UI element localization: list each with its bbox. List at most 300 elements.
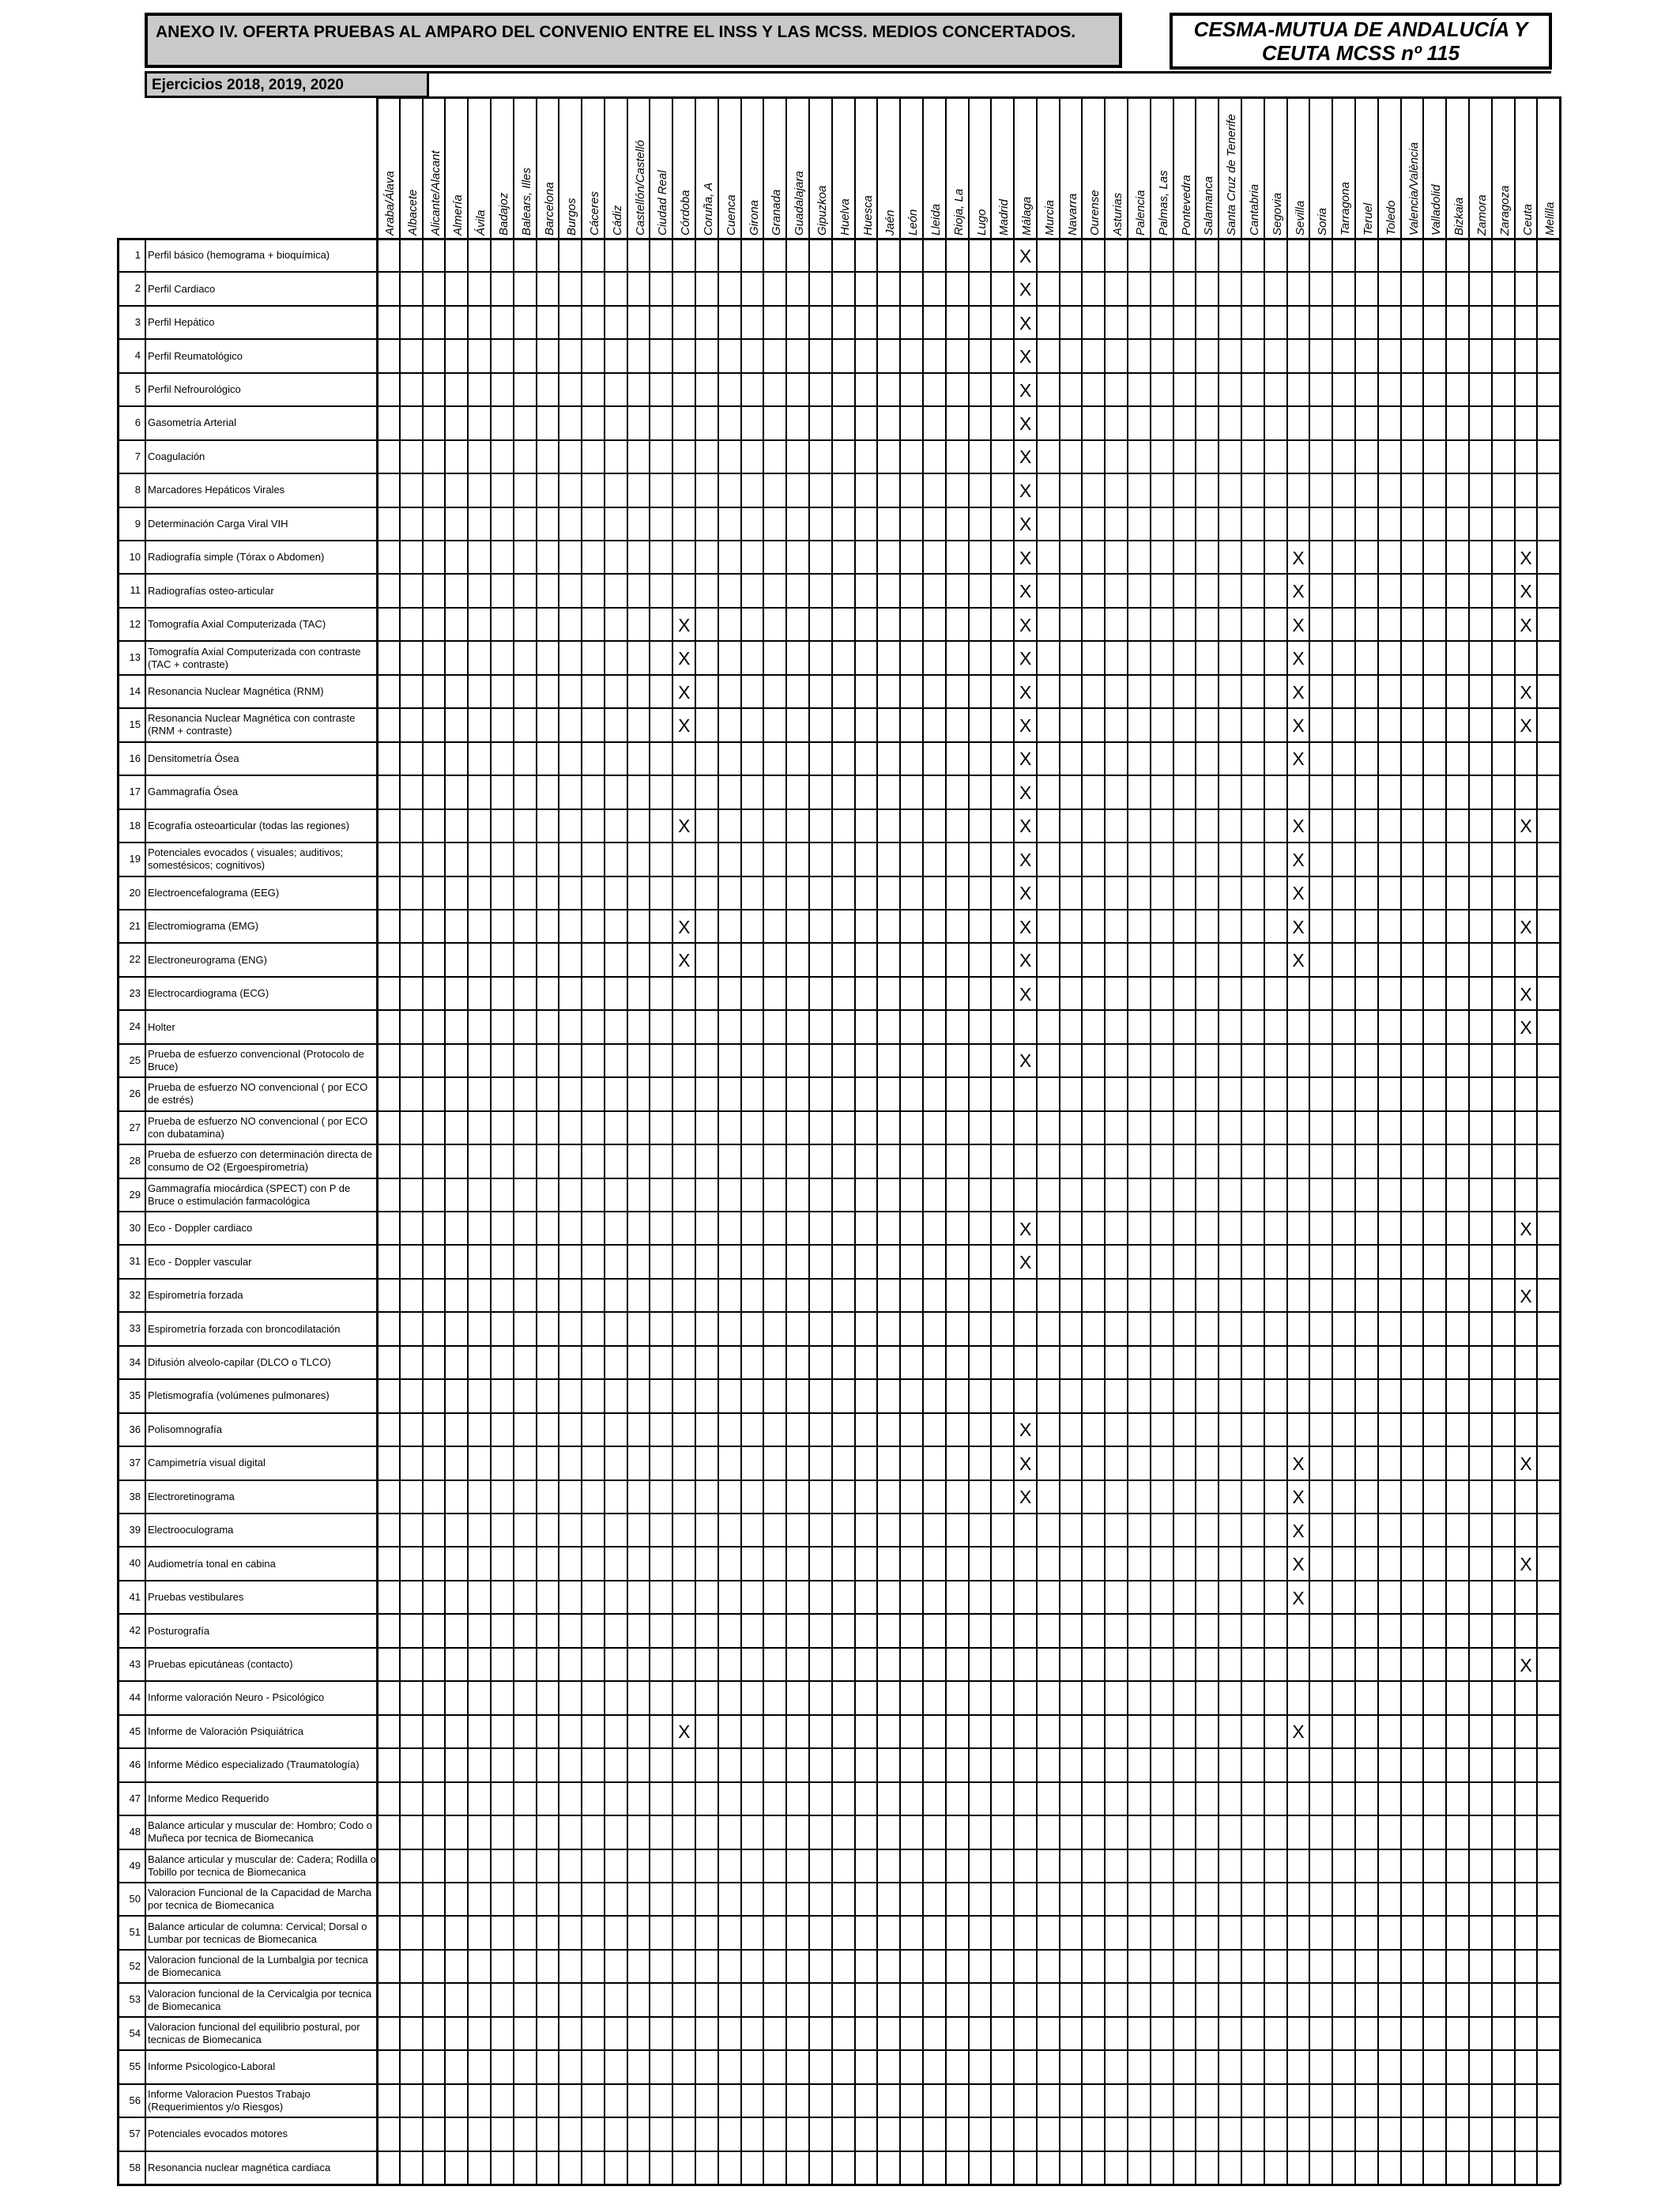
- province-label: Lugo: [974, 209, 989, 236]
- column-header: [1196, 96, 1218, 239]
- row-number: 23: [129, 986, 141, 999]
- column-header: [1401, 96, 1423, 239]
- offer-mark: X: [678, 614, 691, 635]
- test-label: [148, 809, 377, 843]
- row-number: 46: [129, 1759, 141, 1771]
- offer-mark: X: [1019, 346, 1032, 368]
- province-label: Teruel: [1361, 202, 1375, 236]
- offer-mark: X: [1019, 614, 1032, 635]
- column-header: [423, 96, 445, 239]
- test-name: Perfil Hepático: [148, 316, 215, 329]
- test-name: Prueba de esfuerzo NO convencional ( por ECO de estrés): [148, 1081, 368, 1106]
- test-label: [148, 507, 377, 541]
- offer-mark: X: [1019, 782, 1032, 803]
- grid-line: [695, 96, 696, 2185]
- row-number: 29: [129, 1188, 141, 1201]
- test-name: Informe valoración Neuro - Psicológico: [148, 1691, 325, 1704]
- province-label: Tarragona: [1339, 182, 1353, 236]
- offer-mark: X: [1520, 1218, 1532, 1239]
- row-number: 54: [129, 2026, 141, 2039]
- grid-line: [1195, 96, 1196, 2185]
- province-label: Albacete: [405, 189, 420, 236]
- test-name: Resonancia Nuclear Magnética (RNM): [148, 685, 324, 698]
- column-header: [1309, 96, 1332, 239]
- column-header: [491, 96, 513, 239]
- row-number: 19: [129, 853, 141, 865]
- column-header: [1219, 96, 1241, 239]
- test-label: [148, 2151, 377, 2185]
- province-label: Murcia: [1042, 199, 1057, 236]
- test-label: [148, 675, 377, 708]
- grid-line: [513, 96, 514, 2185]
- test-label: [148, 239, 377, 272]
- column-header: [537, 96, 559, 239]
- column-header: [1423, 96, 1445, 239]
- column-header: [969, 96, 991, 239]
- grid-line: [444, 96, 446, 2185]
- column-header: [718, 96, 740, 239]
- offer-mark: X: [1292, 681, 1305, 703]
- grid-line: [1491, 96, 1493, 2185]
- test-label: [148, 775, 377, 809]
- offer-mark: X: [1019, 816, 1032, 837]
- province-label: Cádiz: [610, 205, 624, 236]
- test-name: Potenciales evocados motores: [148, 2128, 288, 2140]
- row-number: 2: [134, 282, 141, 295]
- column-header: [377, 96, 399, 239]
- test-label: [148, 943, 377, 976]
- province-label: Castellón/Castelló: [633, 140, 647, 236]
- row-number: 16: [129, 752, 141, 764]
- province-label: Córdoba: [679, 190, 693, 236]
- offer-mark: X: [678, 1721, 691, 1743]
- province-label: Girona: [747, 199, 761, 236]
- offer-mark: X: [1292, 849, 1305, 870]
- test-name: Valoracion Funcional de la Capacidad de Marcha por tecnica de Biomecanica: [148, 1887, 372, 1912]
- test-label: [148, 910, 377, 943]
- test-name: Marcadores Hepáticos Virales: [148, 484, 285, 496]
- grid-line: [785, 96, 787, 2185]
- province-label: Araba/Álava: [383, 171, 397, 236]
- grid-line: [649, 96, 650, 2185]
- offer-mark: X: [1019, 849, 1032, 870]
- grid-line: [763, 96, 764, 2185]
- test-name: Balance articular y muscular de: Cadera; Rodilla o Tobillo por tecnica de Biomecanica: [148, 1853, 377, 1878]
- offer-mark: X: [1019, 1453, 1032, 1474]
- row-number: 4: [134, 349, 141, 362]
- test-label: [148, 1346, 377, 1379]
- test-name: Electromiograma (EMG): [148, 920, 259, 933]
- test-label: [148, 1815, 377, 1849]
- test-name: Perfil Cardiaco: [148, 282, 216, 295]
- test-label: [148, 1178, 377, 1212]
- row-number: 24: [129, 1020, 141, 1033]
- offer-mark: X: [1019, 379, 1032, 401]
- test-name: Polisomnografía: [148, 1423, 222, 1435]
- province-label: Soria: [1316, 207, 1330, 236]
- row-number: 55: [129, 2060, 141, 2073]
- province-label: Rioja, La: [951, 188, 966, 236]
- offer-mark: X: [1019, 480, 1032, 501]
- grid-line: [467, 96, 469, 2185]
- province-label: Valladolid: [1430, 184, 1444, 236]
- test-name: Gammagrafía miocárdica (SPECT) con P de Bruce o estimulación farmacológica: [148, 1182, 351, 1207]
- row-number: 17: [129, 786, 141, 798]
- row-number: 42: [129, 1624, 141, 1637]
- test-name: Eco - Doppler vascular: [148, 1255, 252, 1268]
- column-header: [672, 96, 695, 239]
- test-label: [148, 1748, 377, 1781]
- row-number: 14: [129, 684, 141, 697]
- test-name: Electroretinograma: [148, 1490, 235, 1502]
- grid-line: [1400, 96, 1402, 2185]
- column-header: [1151, 96, 1173, 239]
- row-number: 10: [129, 551, 141, 564]
- province-label: Ciudad Real: [656, 170, 670, 236]
- row-number: 40: [129, 1557, 141, 1570]
- test-name: Resonancia nuclear magnética cardiaca: [148, 2161, 331, 2173]
- offer-mark: X: [1520, 681, 1532, 703]
- test-name: Prueba de esfuerzo convencional (Protocolo de Bruce): [148, 1047, 364, 1072]
- test-label: [148, 1245, 377, 1278]
- offer-mark: X: [1019, 681, 1032, 703]
- offer-mark: X: [1292, 648, 1305, 669]
- province-label: Santa Cruz de Tenerife: [1225, 114, 1239, 236]
- test-label: [148, 473, 377, 507]
- column-header: [832, 96, 854, 239]
- province-label: Cuenca: [724, 194, 738, 236]
- province-label: Jaén: [883, 209, 898, 236]
- row-number: 53: [129, 1993, 141, 2006]
- province-label: Cantabria: [1248, 183, 1262, 236]
- grid-line: [1445, 96, 1447, 2185]
- grid-line: [1264, 96, 1265, 2185]
- row-number: 37: [129, 1457, 141, 1469]
- test-label: [148, 373, 377, 406]
- test-name: Holter: [148, 1020, 175, 1033]
- grid-line: [1127, 96, 1128, 2185]
- column-header: [877, 96, 899, 239]
- test-label: [148, 574, 377, 607]
- province-label: Lleida: [929, 203, 943, 236]
- offer-mark: X: [1292, 1587, 1305, 1608]
- test-name: Espirometría forzada: [148, 1289, 243, 1302]
- offer-mark: X: [1520, 1285, 1532, 1306]
- mutua-name: CESMA-MUTUA DE ANDALUCÍA Y CEUTA MCSS nº 115: [1170, 13, 1552, 70]
- province-label: Ávila: [474, 209, 488, 236]
- test-label: [148, 306, 377, 339]
- column-header: [445, 96, 467, 239]
- column-header: [582, 96, 604, 239]
- test-name: Espirometría forzada con broncodilatación: [148, 1322, 341, 1335]
- column-header: [1060, 96, 1082, 239]
- test-label: [148, 641, 377, 674]
- column-header: [855, 96, 877, 239]
- test-label: [148, 1614, 377, 1647]
- offer-mark: X: [1019, 581, 1032, 602]
- offer-mark: X: [1019, 883, 1032, 904]
- offer-mark: X: [1292, 950, 1305, 971]
- test-name: Coagulación: [148, 450, 205, 462]
- offer-mark: X: [1019, 1050, 1032, 1072]
- offer-mark: X: [1520, 1654, 1532, 1676]
- test-label: [148, 339, 377, 372]
- province-label: Pontevedra: [1179, 175, 1193, 236]
- row-number: 36: [129, 1423, 141, 1435]
- row-number: 25: [129, 1054, 141, 1066]
- offer-mark: X: [1019, 279, 1032, 300]
- row-number: 31: [129, 1255, 141, 1268]
- province-label: Melilla: [1543, 202, 1558, 236]
- test-label: [148, 1480, 377, 1514]
- grid-line: [399, 96, 401, 2185]
- row-number: 41: [129, 1590, 141, 1603]
- column-header: [1037, 96, 1059, 239]
- offer-mark: X: [1520, 614, 1532, 635]
- province-label: Huesca: [861, 195, 875, 236]
- test-name: Perfil básico (hemograma + bioquímica): [148, 249, 330, 262]
- test-name: Informe de Valoración Psiquiátrica: [148, 1725, 304, 1737]
- offer-mark: X: [1520, 916, 1532, 937]
- province-label: Asturias: [1111, 192, 1125, 236]
- grid-line: [1286, 96, 1288, 2185]
- column-header: [1128, 96, 1150, 239]
- column-header: [1446, 96, 1468, 239]
- years-label: Ejercicios 2018, 2019, 2020: [145, 71, 429, 98]
- row-number: 21: [129, 919, 141, 932]
- test-label: [148, 977, 377, 1010]
- column-header: [1082, 96, 1104, 239]
- province-label: Gipuzkoa: [816, 185, 829, 236]
- grid-line: [831, 96, 833, 2185]
- test-name: Valoracion funcional del equilibrio postural, por tecnicas de Biomecanica: [148, 2020, 360, 2045]
- column-header: [514, 96, 536, 239]
- column-header: [695, 96, 718, 239]
- test-name: Pruebas vestibulares: [148, 1591, 244, 1604]
- column-header: [1469, 96, 1491, 239]
- test-name: Radiografías osteo-articular: [148, 584, 274, 597]
- grid-line: [1468, 96, 1470, 2185]
- test-label: [148, 1883, 377, 1916]
- offer-mark: X: [1019, 413, 1032, 434]
- offer-mark: X: [1292, 1453, 1305, 1474]
- row-number: 18: [129, 819, 141, 831]
- offer-mark: X: [1520, 983, 1532, 1005]
- document-title: ANEXO IV. OFERTA PRUEBAS AL AMPARO DEL CONVENIO ENTRE EL INSS Y LAS MCSS. MEDIOS CONCERTADOS.: [145, 13, 1122, 68]
- test-label: [148, 1782, 377, 1815]
- test-label: [148, 1010, 377, 1043]
- test-name: Balance articular y muscular de: Hombro; Codo o Muñeca por tecnica de Biomecanica: [148, 1819, 372, 1845]
- offer-mark: X: [1292, 1487, 1305, 1508]
- offer-mark: X: [1520, 1453, 1532, 1474]
- row-number: 11: [130, 584, 141, 597]
- test-name: Informe Valoracion Puestos Trabajo (Requerimientos y/o Riesgos): [148, 2087, 311, 2113]
- province-label: Bizkaia: [1452, 197, 1467, 236]
- province-label: Coruña, A: [702, 183, 716, 236]
- column-header: [1105, 96, 1127, 239]
- test-name: Informe Medico Requerido: [148, 1792, 269, 1804]
- test-label: [148, 1681, 377, 1714]
- test-name: Tomografía Axial Computerizada con contraste (TAC + contraste): [148, 645, 361, 670]
- offer-mark: X: [1019, 748, 1032, 770]
- province-label: Valencia/València: [1407, 141, 1421, 236]
- province-label: Cáceres: [588, 191, 602, 236]
- test-name: Densitometría Ósea: [148, 752, 239, 764]
- test-label: [148, 1446, 377, 1480]
- offer-mark: X: [1520, 816, 1532, 837]
- row-number: 57: [129, 2128, 141, 2140]
- offer-mark: X: [1019, 1487, 1032, 1508]
- grid-line: [1309, 96, 1310, 2185]
- grid-line: [536, 96, 537, 2185]
- grid-line: [422, 96, 424, 2185]
- test-label: [148, 1044, 377, 1077]
- column-header: [468, 96, 490, 239]
- offer-mark: X: [1292, 1721, 1305, 1743]
- test-name: Audiometría tonal en cabina: [148, 1557, 276, 1570]
- offer-mark: X: [1292, 581, 1305, 602]
- grid-line: [1150, 96, 1151, 2185]
- column-header: [400, 96, 422, 239]
- grid-line: [1536, 96, 1538, 2185]
- province-label: Sevilla: [1293, 200, 1307, 236]
- grid-line: [1218, 96, 1219, 2185]
- row-number: 9: [134, 517, 141, 530]
- row-number: 49: [129, 1859, 141, 1872]
- column-header: [1515, 96, 1537, 239]
- province-label: Guadalajara: [793, 171, 807, 236]
- test-label: [148, 1581, 377, 1614]
- test-name: Perfil Reumatológico: [148, 349, 243, 362]
- offer-mark: X: [1292, 816, 1305, 837]
- offer-mark: X: [1292, 1554, 1305, 1575]
- column-header: [1332, 96, 1354, 239]
- province-label: León: [906, 209, 921, 236]
- grid-line: [854, 96, 856, 2185]
- column-header: [741, 96, 763, 239]
- row-number: 43: [129, 1657, 141, 1670]
- row-number: 13: [129, 651, 141, 664]
- province-label: Palencia: [1134, 190, 1148, 236]
- test-name: Prueba de esfuerzo con determinación directa de consumo de O2 (Ergoespirometria): [148, 1148, 373, 1174]
- test-name: Gammagrafía Ósea: [148, 786, 239, 798]
- province-label: Salamanca: [1202, 175, 1216, 236]
- row-number: 50: [129, 1892, 141, 1905]
- test-label: [148, 1077, 377, 1110]
- grid-line: [876, 96, 878, 2185]
- offer-mark: X: [1019, 715, 1032, 736]
- row-number: 20: [129, 886, 141, 899]
- province-label: Málaga: [1020, 196, 1034, 236]
- offer-mark: X: [1520, 1554, 1532, 1575]
- row-number: 5: [134, 383, 141, 395]
- offer-mark: X: [1019, 983, 1032, 1005]
- column-header: [1378, 96, 1400, 239]
- row-number: 27: [129, 1121, 141, 1133]
- grid-line: [1514, 96, 1516, 2185]
- row-number: 32: [129, 1288, 141, 1301]
- row-number: 1: [134, 249, 141, 261]
- offer-mark: X: [1292, 916, 1305, 937]
- column-header: [650, 96, 672, 239]
- province-label: Balears, Illes: [519, 168, 533, 236]
- row-number: 6: [134, 417, 141, 429]
- test-label: [148, 2017, 377, 2050]
- test-name: Electroencefalograma (EEG): [148, 886, 280, 899]
- row-number: 47: [129, 1792, 141, 1804]
- grid-line: [968, 96, 970, 2185]
- grid-line: [1377, 96, 1379, 2185]
- grid-line: [990, 96, 992, 2185]
- column-header: [1241, 96, 1264, 239]
- grid-line: [1036, 96, 1038, 2185]
- test-label: [148, 1379, 377, 1412]
- test-name: Difusión alveolo-capilar (DLCO o TLCO): [148, 1356, 331, 1368]
- column-header: [923, 96, 945, 239]
- row-number: 52: [129, 1959, 141, 1972]
- column-header: [809, 96, 831, 239]
- offer-mark: X: [1292, 1520, 1305, 1541]
- test-label: [148, 406, 377, 439]
- offer-mark: X: [1019, 312, 1032, 334]
- test-label: [148, 1144, 377, 1178]
- column-header: [1014, 96, 1036, 239]
- test-label: [148, 1413, 377, 1446]
- grid-line: [490, 96, 492, 2185]
- row-number: 44: [129, 1691, 141, 1704]
- offer-mark: X: [1520, 1017, 1532, 1039]
- test-label: [148, 440, 377, 473]
- grid-line: [145, 239, 146, 2185]
- column-header: [605, 96, 627, 239]
- column-header: [1287, 96, 1309, 239]
- row-number: 7: [134, 450, 141, 462]
- offer-mark: X: [678, 816, 691, 837]
- grid-line: [1332, 96, 1333, 2185]
- row-number: 45: [129, 1725, 141, 1737]
- province-label: Toledo: [1384, 200, 1398, 236]
- offer-mark: X: [1292, 715, 1305, 736]
- offer-mark: X: [1292, 547, 1305, 568]
- column-header: [559, 96, 581, 239]
- test-label: [148, 2050, 377, 2083]
- test-label: [148, 1279, 377, 1312]
- test-label: [148, 608, 377, 641]
- test-label: [148, 1111, 377, 1144]
- test-label: [148, 843, 377, 876]
- province-label: Zaragoza: [1497, 185, 1512, 236]
- test-name: Posturografía: [148, 1624, 210, 1637]
- offer-mark: X: [1019, 1419, 1032, 1441]
- test-name: Determinación Carga Viral VIH: [148, 517, 288, 530]
- offer-mark: X: [1019, 547, 1032, 568]
- row-number: 8: [134, 484, 141, 496]
- row-number: 38: [129, 1490, 141, 1502]
- test-label: [148, 1849, 377, 1883]
- grid-line: [922, 96, 924, 2185]
- province-label: Alicante/Alacant: [428, 150, 443, 236]
- row-number: 39: [129, 1524, 141, 1536]
- province-label: Huelva: [838, 198, 852, 236]
- test-name: Perfil Nefrourológico: [148, 383, 241, 395]
- offer-mark: X: [1019, 447, 1032, 468]
- test-name: Eco - Doppler cardiaco: [148, 1222, 253, 1235]
- test-label: [148, 1715, 377, 1748]
- province-label: Badajoz: [496, 192, 510, 236]
- test-name: Informe Médico especializado (Traumatología): [148, 1759, 360, 1771]
- test-label: [148, 708, 377, 741]
- offer-mark: X: [678, 715, 691, 736]
